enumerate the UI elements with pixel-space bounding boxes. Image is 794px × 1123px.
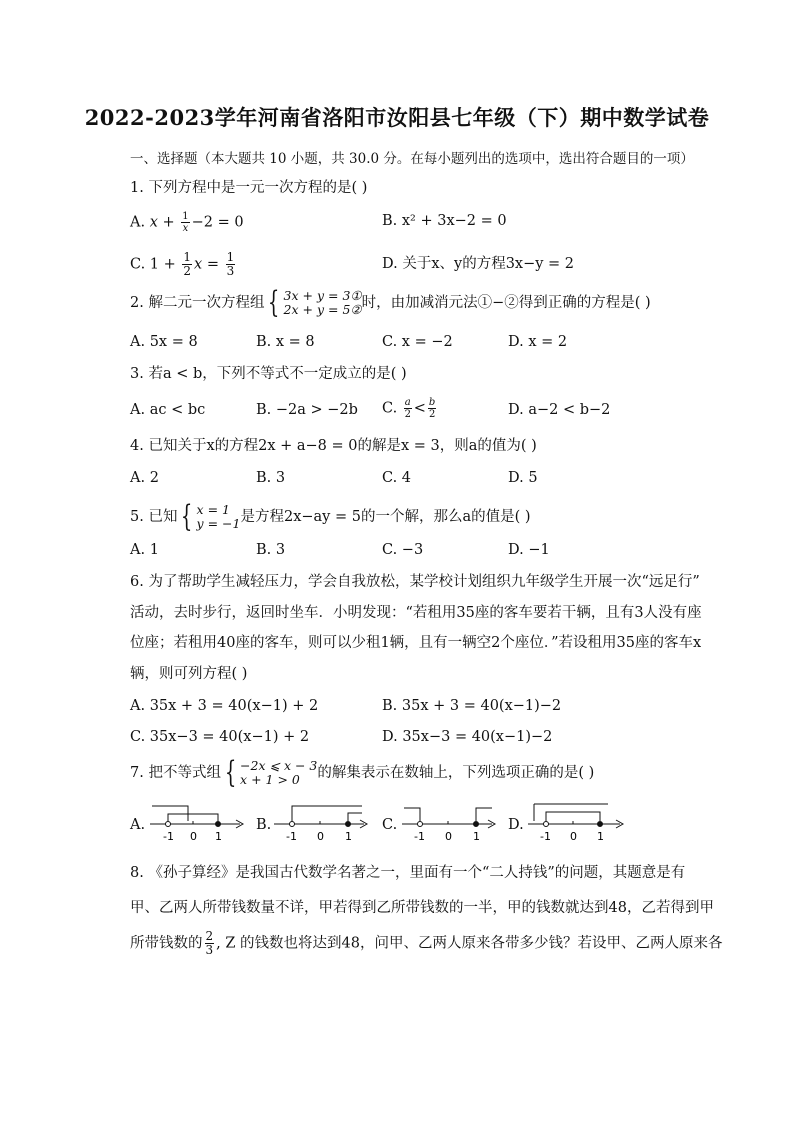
math-text: x + — [149, 214, 180, 231]
math-text: 1 + — [149, 256, 181, 273]
q6-option-d[interactable]: D. 35x−3 = 40(x−1)−2 — [382, 729, 553, 745]
q6-option-a[interactable]: A. 35x + 3 = 40(x−1) + 2 — [130, 698, 319, 714]
numerator: b — [428, 397, 436, 408]
q7-option-d-numberline[interactable] — [526, 798, 630, 844]
question-3-stem: 3. 若a < b，下列不等式不一定成立的是( ) — [130, 366, 407, 382]
q1-option-c[interactable] — [130, 251, 237, 278]
q6-option-b[interactable]: B. 35x + 3 = 40(x−1)−2 — [382, 698, 562, 714]
fraction — [428, 397, 436, 420]
tick-label: -1 — [414, 830, 425, 843]
q3-option-a[interactable]: A. ac < bc — [130, 402, 206, 418]
stem-text: , Z 的钱数也将达到48，问甲、乙两人原来各带多少钱？若设甲、乙两人原来各 — [216, 935, 723, 952]
denominator: 2 — [404, 409, 411, 420]
stem-text: 2. 解二元一次方程组 — [130, 295, 265, 311]
q1-option-a[interactable] — [130, 211, 244, 234]
q2-option-b[interactable]: B. x = 8 — [256, 334, 315, 350]
option-label: C. — [382, 400, 398, 417]
equation: x = 1 — [196, 502, 230, 517]
fraction — [226, 251, 236, 278]
q2-option-c[interactable]: C. x = −2 — [382, 334, 453, 350]
tick-label: 1 — [345, 830, 352, 843]
operator: < — [413, 400, 426, 417]
q5-option-d[interactable]: D. −1 — [508, 542, 550, 558]
q1-option-b[interactable]: B. x² + 3x−2 = 0 — [382, 213, 507, 229]
question-6-line: 6. 为了帮助学生减轻压力，学会自我放松，某学校计划组织九年级学生开展一次“远足行” — [130, 574, 700, 590]
q4-option-c[interactable]: C. 4 — [382, 470, 412, 486]
tick-label: 1 — [473, 830, 480, 843]
denominator: 3 — [205, 943, 214, 957]
q4-option-d[interactable]: D. 5 — [508, 470, 538, 486]
denominator: 2 — [428, 409, 436, 420]
q2-option-a[interactable]: A. 5x = 8 — [130, 334, 198, 350]
brace-symbol: { — [224, 755, 237, 790]
q7-option-c-label[interactable]: C. — [382, 817, 398, 833]
page-title: 2022-2023学年河南省洛阳市汝阳县七年级（下）期中数学试卷 — [84, 105, 710, 130]
q7-option-a-numberline[interactable] — [148, 800, 248, 844]
stem-text: 所带钱数的 — [130, 935, 203, 952]
q1-option-d[interactable]: D. 关于x、y的方程3x−y = 2 — [382, 256, 575, 272]
stem-text: 是方程2x−ay = 5的一个解，那么a的值是( ) — [240, 509, 531, 525]
denominator: 3 — [226, 264, 235, 278]
stem-text: 5. 已知 — [130, 509, 178, 525]
q7-option-c-numberline[interactable] — [400, 800, 500, 844]
question-8-line — [130, 930, 723, 957]
fraction — [404, 397, 412, 420]
stem-text: 时，由加减消元法①−②得到正确的方程是( ) — [361, 295, 651, 311]
math-text: −2 = 0 — [191, 214, 244, 231]
brace-symbol: { — [268, 285, 280, 320]
q5-option-b[interactable]: B. 3 — [256, 542, 286, 558]
option-label: C. — [130, 256, 146, 273]
option-label: A. — [130, 214, 146, 231]
section-heading: 一、选择题（本大题共 10 小题，共 30.0 分。在每小题列出的选项中，选出符合题目的一项） — [130, 151, 694, 167]
q3-option-c[interactable] — [382, 397, 438, 420]
q7-option-b-numberline[interactable] — [272, 800, 372, 844]
q3-option-d[interactable]: D. a−2 < b−2 — [508, 402, 611, 418]
equation-system — [197, 503, 241, 531]
q7-option-d-label[interactable]: D. — [508, 817, 524, 833]
numerator: a — [404, 397, 411, 408]
tick-label: 0 — [317, 830, 324, 843]
q5-option-c[interactable]: C. −3 — [382, 542, 424, 558]
numerator: 2 — [205, 929, 214, 943]
inequality: x + 1 > 0 — [240, 772, 300, 787]
tick-label: -1 — [540, 830, 551, 843]
inequality: −2x ⩽ x − 3 — [240, 758, 318, 773]
inequality-system — [240, 759, 317, 787]
q7-option-b-label[interactable]: B. — [256, 817, 272, 833]
math-text: x = — [194, 256, 224, 273]
brace-symbol: { — [181, 499, 193, 534]
q2-option-d[interactable]: D. x = 2 — [508, 334, 568, 350]
question-8-line: 甲、乙两人所带钱数量不详，甲若得到乙所带钱数的一半，甲的钱数就达到48，乙若得到甲 — [130, 900, 714, 916]
tick-label: 1 — [215, 830, 222, 843]
question-5-stem — [130, 499, 531, 534]
question-4-stem: 4. 已知关于x的方程2x + a−8 = 0的解是x = 3，则a的值为( ) — [130, 438, 537, 454]
fraction — [181, 211, 189, 234]
q3-option-b[interactable]: B. −2a > −2b — [256, 402, 358, 418]
question-8-line: 8. 《孙子算经》是我国古代数学名著之一，里面有一个“二人持钱”的问题，其题意是有 — [130, 865, 686, 881]
tick-label: 0 — [445, 830, 452, 843]
q4-option-b[interactable]: B. 3 — [256, 470, 286, 486]
tick-label: 0 — [190, 830, 197, 843]
question-1-stem: 1. 下列方程中是一元一次方程的是( ) — [130, 180, 368, 196]
denominator: x — [182, 223, 189, 234]
denominator: 2 — [183, 264, 192, 278]
numerator: 1 — [182, 211, 189, 222]
question-6-line: 位座；若租用40座的客车，则可以少租1辆，且有一辆空2个座位．”若设租用35座的客车x — [130, 635, 702, 651]
stem-text: 7. 把不等式组 — [130, 765, 221, 781]
equation: 3x + y = 3① — [283, 288, 362, 303]
numerator: 1 — [226, 250, 235, 264]
fraction — [205, 930, 215, 957]
q4-option-a[interactable]: A. 2 — [130, 470, 159, 486]
tick-label: 1 — [597, 830, 604, 843]
equation-system — [284, 289, 362, 317]
tick-label: -1 — [163, 830, 174, 843]
equation: 2x + y = 5② — [283, 302, 362, 317]
numerator: 1 — [183, 250, 192, 264]
question-2-stem — [130, 285, 651, 320]
equation: y = −1 — [196, 516, 241, 531]
q7-option-a-label[interactable]: A. — [130, 817, 146, 833]
fraction — [182, 251, 192, 278]
q6-option-c[interactable]: C. 35x−3 = 40(x−1) + 2 — [130, 729, 310, 745]
tick-label: -1 — [286, 830, 297, 843]
question-6-line: 辆，则可列方程( ) — [130, 666, 248, 682]
q5-option-a[interactable]: A. 1 — [130, 542, 159, 558]
stem-text: 的解集表示在数轴上，下列选项正确的是( ) — [317, 765, 595, 781]
question-6-line: 活动，去时步行，返回时坐车．小明发现：“若租用35座的客车要若干辆，且有3人没有座 — [130, 605, 702, 621]
tick-label: 0 — [570, 830, 577, 843]
question-7-stem — [130, 755, 595, 790]
